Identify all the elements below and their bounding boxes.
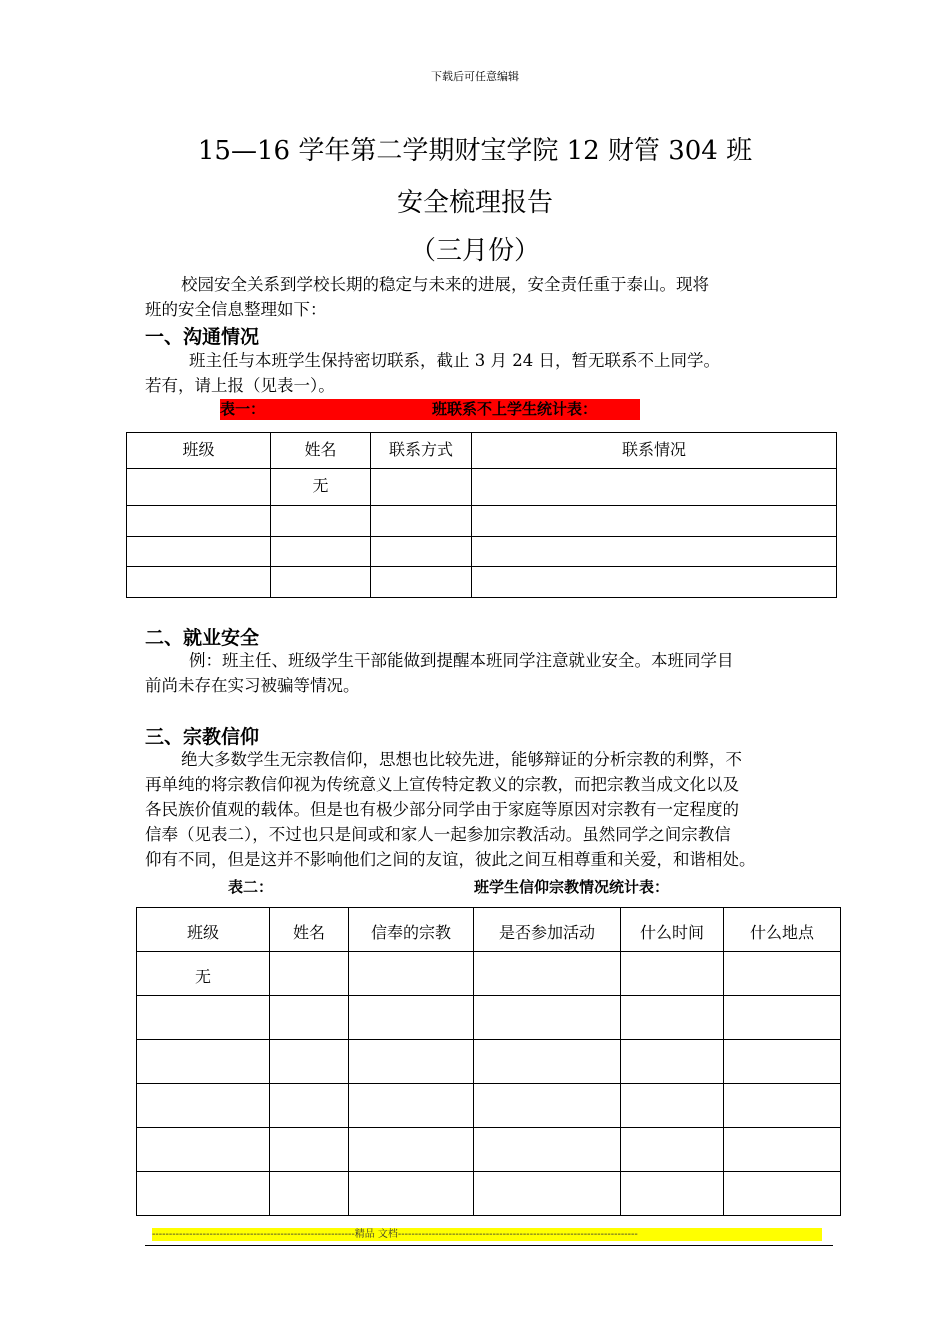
table-cell <box>349 1084 474 1128</box>
table-1-caption <box>220 399 640 420</box>
table-2-header: 是否参加活动 <box>474 908 621 952</box>
title-line-3: （三月份） <box>409 236 540 266</box>
section-3-line-5: 仰有不同，但是这并不影响他们之间的友谊，彼此之间互相尊重和关爱，和谐相处。 <box>145 850 756 869</box>
table-cell <box>127 537 271 567</box>
table-2-header: 班级 <box>137 908 270 952</box>
table-1-header-row <box>127 433 837 469</box>
table-cell <box>271 567 371 598</box>
table-cell <box>474 1040 621 1084</box>
table-cell: 无 <box>137 952 270 996</box>
table-cell <box>371 567 472 598</box>
table-cell <box>270 1040 349 1084</box>
title-line-1: 15—16 学年第二学期财宝学院 12 财管 304 班 <box>197 136 753 166</box>
table-cell <box>137 1040 270 1084</box>
table-cell <box>349 1172 474 1216</box>
table-cell <box>472 537 837 567</box>
table-cell <box>724 1040 841 1084</box>
table-cell <box>137 996 270 1040</box>
table-row <box>127 567 837 598</box>
table-cell <box>270 952 349 996</box>
table-cell <box>474 1128 621 1172</box>
table-2-header-row <box>137 908 841 952</box>
table-cell <box>349 1040 474 1084</box>
table-cell <box>349 1128 474 1172</box>
section-1-heading: 一、沟通情况 <box>145 326 260 348</box>
table-row <box>127 506 837 537</box>
table-2-caption-label: 表二： <box>228 878 274 896</box>
table-cell <box>474 952 621 996</box>
table-2-header: 姓名 <box>270 908 349 952</box>
table-cell <box>270 996 349 1040</box>
table-cell <box>724 996 841 1040</box>
table-cell <box>474 1084 621 1128</box>
table-1-header: 联系情况 <box>472 433 837 469</box>
table-cell <box>270 1128 349 1172</box>
table-cell: 无 <box>271 469 371 506</box>
table-cell <box>474 1172 621 1216</box>
section-3-line-1: 绝大多数学生无宗教信仰，思想也比较先进，能够辩证的分析宗教的利弊，不 <box>181 750 742 769</box>
intro-line-2: 班的安全信息整理如下： <box>145 300 327 319</box>
table-1-header: 姓名 <box>271 433 371 469</box>
section-3-line-4: 信奉（见表二），不过也只是间或和家人一起参加宗教活动。虽然同学之间宗教信 <box>145 825 731 844</box>
table-1-header: 班级 <box>127 433 271 469</box>
table-cell <box>127 469 271 506</box>
table-row <box>127 537 837 567</box>
section-2-line-2: 前尚未存在实习被骗等情况。 <box>145 676 360 695</box>
table-cell <box>724 1128 841 1172</box>
table-cell <box>271 506 371 537</box>
table-row <box>137 952 841 996</box>
section-1-line-1: 班主任与本班学生保持密切联系，截止 3 月 24 日，暂无联系不上同学。 <box>189 351 720 370</box>
section-3-line-3: 各民族价值观的载体。但是也有极少部分同学由于家庭等原因对宗教有一定程度的 <box>145 800 739 819</box>
table-cell <box>472 506 837 537</box>
table-cell <box>472 469 837 506</box>
table-cell <box>137 1128 270 1172</box>
table-row <box>137 1128 841 1172</box>
table-cell <box>127 567 271 598</box>
table-row <box>127 469 837 506</box>
table-cell <box>349 952 474 996</box>
section-3-heading: 三、宗教信仰 <box>145 726 260 748</box>
section-1-line-2: 若有，请上报（见表一）。 <box>145 376 335 395</box>
intro-line-1: 校园安全关系到学校长期的稳定与未来的进展，安全责任重于泰山。现将 <box>181 275 709 294</box>
footer-band: ------------------------------------------------------------精品 文档----------------------------------------------------------------------- <box>152 1228 822 1241</box>
section-3-line-2: 再单纯的将宗教信仰视为传统意义上宣传特定教义的宗教，而把宗教当成文化以及 <box>145 775 739 794</box>
table-2-header: 什么地点 <box>724 908 841 952</box>
table-cell <box>621 996 724 1040</box>
section-2-heading: 二、就业安全 <box>145 627 260 649</box>
title-line-2: 安全梳理报告 <box>396 188 553 218</box>
table-2-header: 信奉的宗教 <box>349 908 474 952</box>
table-cell <box>371 506 472 537</box>
table-cell <box>621 1084 724 1128</box>
table-row <box>137 1172 841 1216</box>
table-cell <box>474 996 621 1040</box>
table-1-header: 联系方式 <box>371 433 472 469</box>
table-row <box>137 1040 841 1084</box>
table-row <box>137 1084 841 1128</box>
table-cell <box>137 1172 270 1216</box>
table-cell <box>621 1172 724 1216</box>
table-cell <box>270 1172 349 1216</box>
table-2 <box>136 907 841 1216</box>
table-cell <box>271 537 371 567</box>
table-cell <box>137 1084 270 1128</box>
table-1-caption-title: 班联系不上学生统计表： <box>432 400 598 418</box>
table-1-caption-label: 表一： <box>220 400 266 418</box>
table-row <box>137 996 841 1040</box>
table-cell <box>270 1084 349 1128</box>
section-2-line-1: 例：班主任、班级学生干部能做到提醒本班同学注意就业安全。本班同学目 <box>189 651 734 670</box>
table-cell <box>371 469 472 506</box>
table-cell <box>472 567 837 598</box>
table-2-caption-title: 班学生信仰宗教情况统计表： <box>474 878 670 896</box>
table-cell <box>349 996 474 1040</box>
table-cell <box>621 1040 724 1084</box>
footer-rule <box>145 1245 833 1246</box>
table-cell <box>724 952 841 996</box>
table-cell <box>724 1084 841 1128</box>
header-note: 下载后可任意编辑 <box>431 70 519 83</box>
table-cell <box>621 952 724 996</box>
table-cell <box>621 1128 724 1172</box>
table-cell <box>127 506 271 537</box>
table-cell <box>371 537 472 567</box>
table-cell <box>724 1172 841 1216</box>
table-1 <box>126 432 837 598</box>
table-2-header: 什么时间 <box>621 908 724 952</box>
